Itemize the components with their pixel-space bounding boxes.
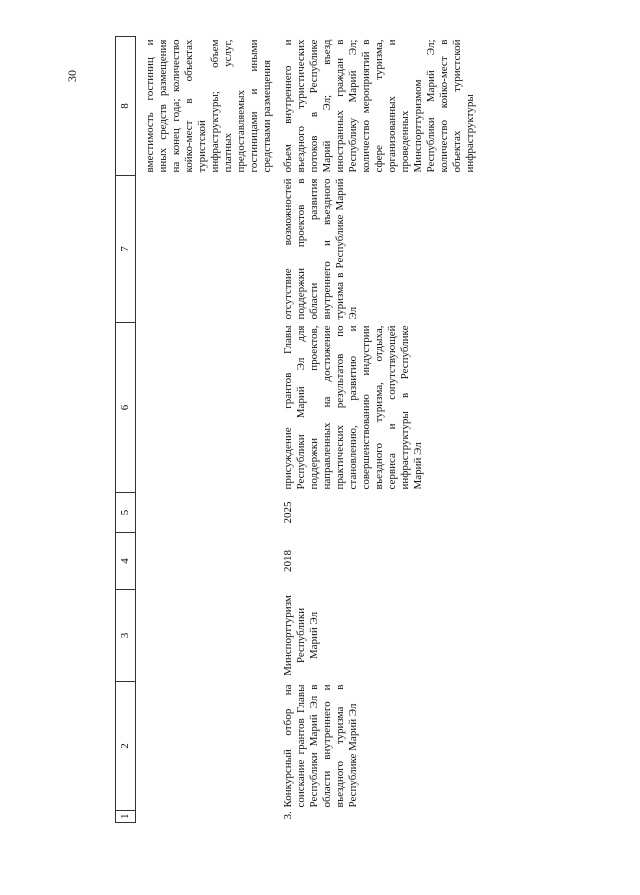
table-row: [274, 37, 477, 823]
row-number: 3.: [282, 811, 294, 820]
header-col-2: 2: [116, 682, 136, 811]
header-col-5: 5: [116, 493, 136, 533]
executor: Минспорттуризм Республики Марий Эл: [282, 595, 320, 676]
activities-table: [115, 36, 477, 823]
start-year: 2018: [282, 550, 294, 572]
header-col-6: 6: [116, 323, 136, 493]
consequences: отсутствие возможностей поддержки проектов в области развития внутреннего и въездного туризма в Республике Марий Эл: [282, 178, 359, 320]
header-col-3: 3: [116, 590, 136, 682]
header-row: [116, 37, 136, 823]
rotated-table-page: [115, 37, 510, 823]
page-number: 30: [65, 70, 79, 82]
activity-name: Конкурсный отбор на соискание грантов Главы Республики Марий Эл в области внутреннего и въездного туризма в Республике Марий Эл: [282, 684, 359, 808]
header-col-4: 4: [116, 533, 136, 590]
end-year: 2025: [282, 501, 294, 524]
continuation-row: [136, 37, 275, 823]
header-col-1: 1: [116, 811, 136, 823]
header-col-8: 8: [116, 37, 136, 176]
header-col-7: 7: [116, 176, 136, 323]
indicators: объем внутреннего и въездного туристических потоков в Республике Марий Эл; въезд иностранных граждан в Республику Марий Эл; количество мероприятий в сфере туризма, организованных и проведенных Минспорттуризмом Республики Марий Эл; количество койко-мест в объектах туристской инфраструктуры: [282, 39, 476, 173]
expected-result: присуждение грантов Главы Республики Марий Эл для поддержки проектов, направленных на достижение практических результатов по становлению, развитию и совершенствованию индустрии въездного туризма, отдыха, сервиса и сопутствующей инфраструктуры в Республике Марий Эл: [282, 325, 424, 490]
continuation-indicators: вместимость гостиниц и иных средств размещения на конец года; количество койко-мест в объектах туристской инфраструктуры; объем платных услуг, предоставляемых гостиницами и иными средствами размещения: [144, 39, 273, 173]
